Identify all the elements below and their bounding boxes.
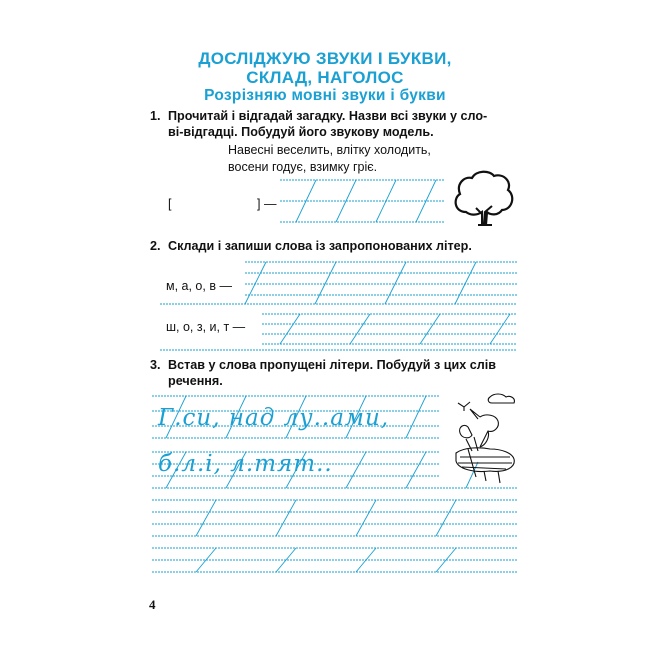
task-1-number: 1.	[150, 109, 161, 123]
letters-set-2: ш, о, з, и, т —	[166, 320, 246, 334]
riddle-line2: восени годує, взимку гріє.	[228, 160, 378, 174]
page-number: 4	[149, 597, 156, 612]
task-2-number: 2.	[150, 239, 161, 253]
letters-set-1: м, а, о, в —	[166, 279, 232, 293]
riddle-line1: Навесні веселить, влітку холодить,	[228, 143, 431, 157]
script-line-2: б.л.і, л.тят..	[158, 451, 333, 477]
page-subtitle: Розрізняю мовні звуки і букви	[204, 87, 446, 104]
bracket-open: [	[168, 197, 172, 211]
page-title-line1: ДОСЛІДЖУЮ ЗВУКИ І БУКВИ,	[198, 49, 452, 68]
task-2-text: Склади і запиши слова із запропонованих літер.	[168, 239, 472, 253]
script-line-1: Г.си, над лу..ами,	[158, 405, 390, 431]
storks-nest-icon	[450, 387, 520, 489]
task-1-text-line1: Прочитай і відгадай загадку. Назви всі звуки у сло-	[168, 109, 488, 123]
tree-icon	[452, 168, 518, 232]
page-title-line2: СКЛАД, НАГОЛОС	[246, 68, 404, 87]
task-3-text-line2: речення.	[168, 374, 223, 388]
task-1-text-line2: ві-відгадці. Побудуй його звукову модель.	[168, 125, 434, 139]
task-3-text-line1: Встав у слова пропущені літери. Побудуй з цих слів	[168, 358, 496, 372]
task-3-number: 3.	[150, 358, 161, 372]
bracket-close: ] —	[257, 197, 277, 211]
